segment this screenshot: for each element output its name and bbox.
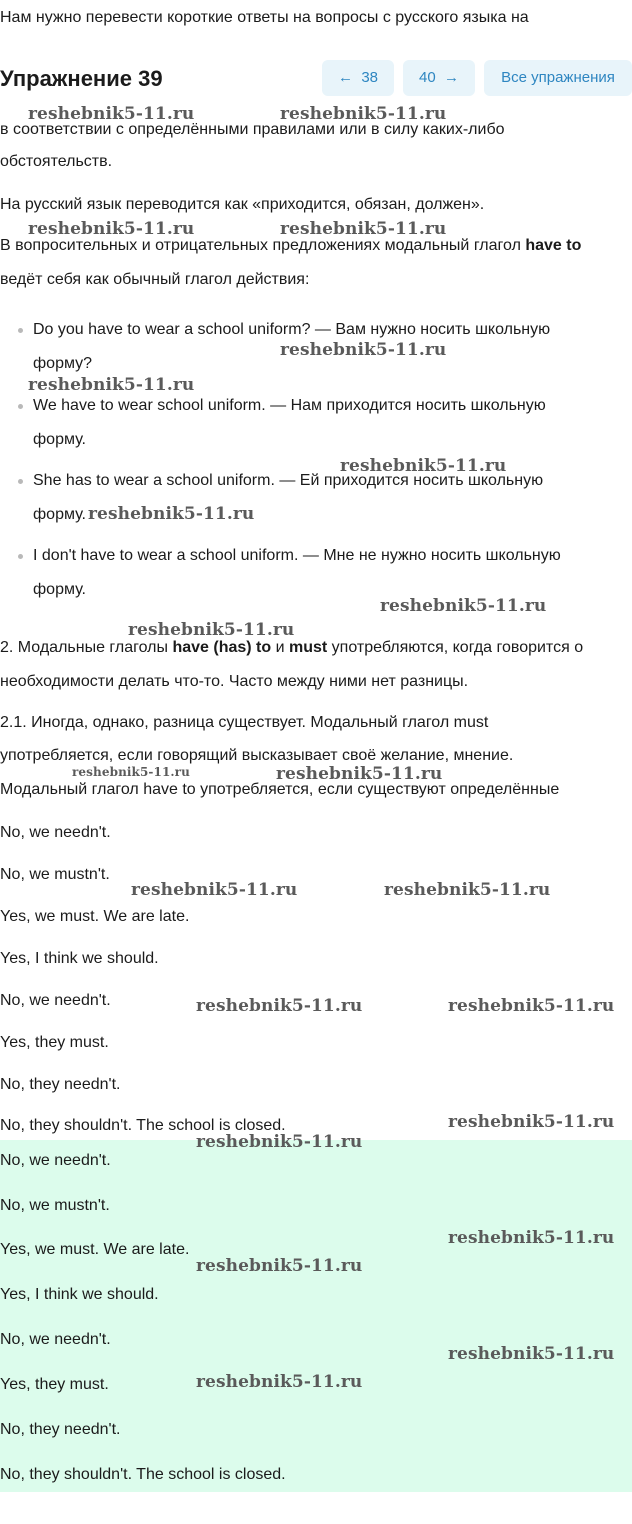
watermark: reshebnik5-11.ru	[280, 219, 447, 239]
highlighted-answer-line: No, we needn't.	[0, 1152, 111, 1169]
watermark: reshebnik5-11.ru	[448, 1112, 615, 1132]
theory-line-2: обстоятельств.	[0, 153, 113, 170]
watermark: reshebnik5-11.ru	[131, 880, 298, 900]
answer-line: Yes, I think we should.	[0, 950, 159, 967]
answer-line: No, they shouldn't. The school is closed.	[0, 1117, 286, 1134]
watermark: reshebnik5-11.ru	[280, 104, 447, 124]
paragraph-2-line-1	[0, 638, 583, 658]
theory-line-1: в соответствии с определёнными правилами или в силу каких-либо	[0, 121, 505, 138]
paragraph-21-line-1: 2.1. Иногда, однако, разница существует. Модальный глагол must	[0, 714, 489, 731]
highlighted-answer-line: Yes, we must. We are late.	[0, 1241, 190, 1258]
answer-line: No, we needn't.	[0, 824, 111, 841]
answer-line: Yes, they must.	[0, 1034, 109, 1051]
watermark: reshebnik5-11.ru	[448, 1344, 615, 1364]
example-3-line-1: She has to wear a school uniform. — Ей приходится носить школьную	[33, 472, 544, 489]
highlighted-answer-line: No, they shouldn't. The school is closed.	[0, 1466, 286, 1483]
watermark: reshebnik5-11.ru	[88, 504, 255, 524]
watermark: reshebnik5-11.ru	[448, 1228, 615, 1248]
p2-bold-must: must	[288, 639, 328, 656]
intro-text: Нам нужно перевести короткие ответы на вопросы с русского языка на	[0, 9, 529, 26]
question-intro-text: В вопросительных и отрицательных предложениях модальный глагол	[0, 237, 526, 254]
next-exercise-label: 40	[418, 69, 436, 86]
watermark: reshebnik5-11.ru	[384, 880, 551, 900]
p2-bold-have-to: have (has) to	[172, 639, 272, 656]
prev-exercise-label: 38	[361, 69, 379, 86]
highlighted-answer-line: No, they needn't.	[0, 1421, 121, 1438]
watermark: reshebnik5-11.ru	[276, 764, 443, 784]
bullet-dot	[18, 554, 23, 559]
watermark: reshebnik5-11.ru	[196, 996, 363, 1016]
arrow-left-icon: ←	[337, 69, 353, 86]
watermark: reshebnik5-11.ru	[72, 765, 190, 779]
paragraph-21-line-2: употребляется, если говорящий высказывает своё желание, мнение.	[0, 747, 514, 764]
paragraph-21-line-3: Модальный глагол have to употребляется, если существуют определённые	[0, 781, 560, 798]
highlighted-answer-line: Yes, they must.	[0, 1376, 109, 1393]
answer-line: No, we needn't.	[0, 992, 111, 1009]
watermark: reshebnik5-11.ru	[380, 596, 547, 616]
highlighted-answer-line: No, we mustn't.	[0, 1197, 110, 1214]
p2-text-a: 2. Модальные глаголы	[0, 639, 173, 656]
watermark: reshebnik5-11.ru	[28, 104, 195, 124]
watermark: reshebnik5-11.ru	[280, 340, 447, 360]
example-1-line-1: Do you have to wear a school uniform? — Вам нужно носить школьную	[33, 321, 551, 338]
answer-line: No, they needn't.	[0, 1076, 121, 1093]
example-2-line-2: форму.	[33, 431, 86, 448]
highlighted-answer-line: No, we needn't.	[0, 1331, 111, 1348]
bullet-dot	[18, 404, 23, 409]
question-intro-line-1	[0, 236, 581, 256]
paragraph-2-line-2: необходимости делать что-то. Часто между ними нет разницы.	[0, 673, 469, 690]
p2-text-b: употребляются, когда говорится о	[327, 639, 584, 656]
watermark: reshebnik5-11.ru	[128, 620, 295, 640]
bullet-dot	[18, 328, 23, 333]
watermark: reshebnik5-11.ru	[448, 996, 615, 1016]
example-4-line-2: форму.	[33, 581, 86, 598]
prev-exercise-button[interactable]	[322, 60, 394, 96]
watermark: reshebnik5-11.ru	[196, 1372, 363, 1392]
all-exercises-button[interactable]	[484, 60, 632, 96]
watermark: reshebnik5-11.ru	[196, 1256, 363, 1276]
page-title: Упражнение 39	[0, 66, 163, 91]
example-4-line-1: I don't have to wear a school uniform. — Мне не нужно носить школьную	[33, 547, 561, 564]
exercise-header	[0, 50, 632, 106]
example-2-line-1: We have to wear school uniform. — Нам приходится носить школьную	[33, 397, 546, 414]
watermark: reshebnik5-11.ru	[196, 1132, 363, 1152]
theory-translation: На русский язык переводится как «приходится, обязан, должен».	[0, 196, 485, 213]
example-1-line-2: форму?	[33, 355, 93, 372]
bullet-dot	[18, 479, 23, 484]
highlighted-answer-line: Yes, I think we should.	[0, 1286, 159, 1303]
answer-line: No, we mustn't.	[0, 866, 110, 883]
example-3-line-2: форму.	[33, 506, 86, 523]
answer-line: Yes, we must. We are late.	[0, 908, 190, 925]
watermark: reshebnik5-11.ru	[340, 456, 507, 476]
p2-text-mid: и	[271, 639, 289, 656]
next-exercise-button[interactable]	[403, 60, 475, 96]
question-intro-bold: have to	[525, 237, 582, 254]
all-exercises-label: Все упражнения	[501, 69, 615, 86]
watermark: reshebnik5-11.ru	[28, 375, 195, 395]
watermark: reshebnik5-11.ru	[28, 219, 195, 239]
arrow-right-icon: →	[444, 69, 460, 86]
question-intro-line-2: ведёт себя как обычный глагол действия:	[0, 271, 310, 288]
